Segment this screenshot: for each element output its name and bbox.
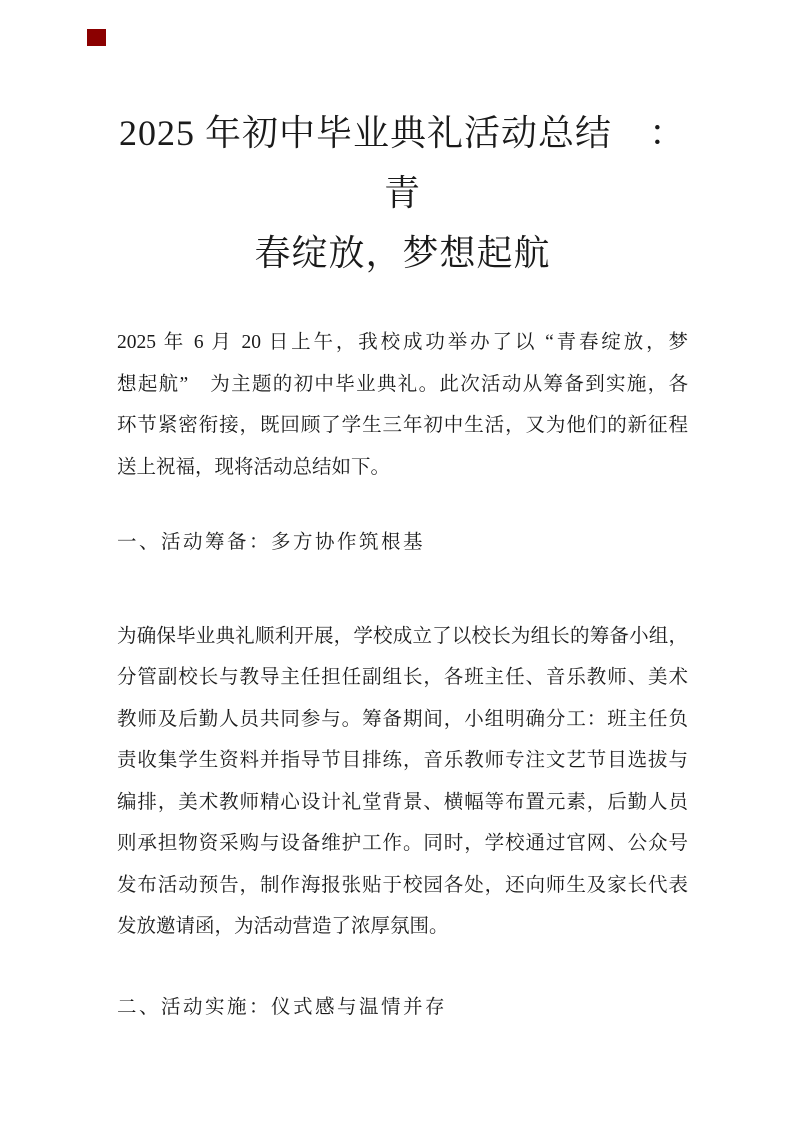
paragraph-preparation [117,616,688,948]
text-line: 想起航” 为主题的初中毕业典礼。此次活动从筹备到实施，各 [117,373,688,395]
text-line: 教师及后勤人员共同参与。筹备期间，小组明确分工：班主任负 [117,708,688,730]
text-line: 为确保毕业典礼顺利开展，学校成立了以校长为组长的筹备小组， [117,625,688,647]
red-stamp-marker [87,29,106,46]
text-line: 2025 年 6 月 20 日上午，我校成功举办了以 “青春绽放，梦 [117,332,688,353]
document-content [117,0,688,1028]
text-line: 发放邀请函，为活动营造了浓厚氛围。 [117,916,449,937]
section-heading-implementation: 二、活动实施：仪式感与温情并存 [117,996,448,1018]
text-line: 送上祝福，现将活动总结如下。 [117,456,391,478]
text-line: 编排，美术教师精心设计礼堂背景、横幅等布置元素，后勤人员 [117,791,688,813]
text-line: 责收集学生资料并指导节目排练，音乐教师专注文艺节目选拔与 [117,750,688,771]
title-line-1: 2025 年初中毕业典礼活动总结 ：青 [118,113,686,213]
text-line: 发布活动预告，制作海报张贴于校园各处，还向师生及家长代表 [117,874,688,896]
text-line: 分管副校长与教导主任担任副组长，各班主任、音乐教师、美术 [117,667,688,688]
text-line: 则承担物资采购与设备维护工作。同时，学校通过官网、公众号 [117,833,688,854]
section-heading-preparation: 一、活动筹备：多方协作筑根基 [117,532,426,553]
document-title [117,103,688,283]
title-line-2: 春绽放，梦想起航 [254,233,551,273]
text-line: 环节紧密衔接，既回顾了学生三年初中生活，又为他们的新征程 [117,415,688,436]
paragraph-intro [117,322,688,488]
